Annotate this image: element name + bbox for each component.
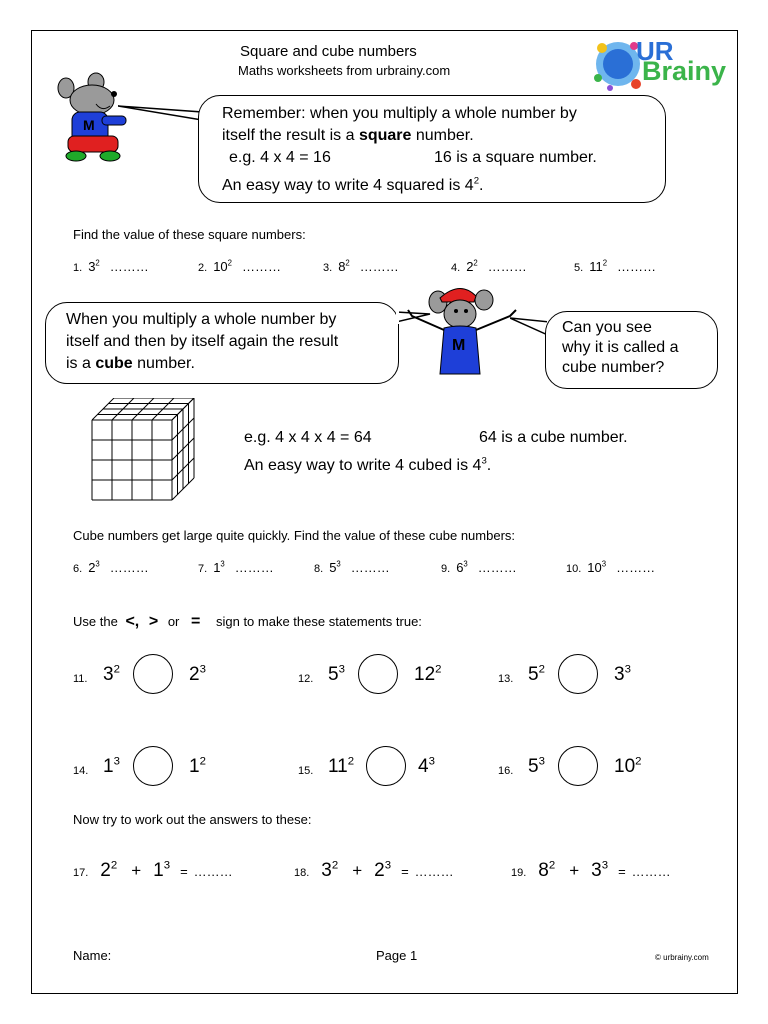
left-base: 11 (328, 756, 348, 777)
answer-circle[interactable] (558, 746, 598, 786)
mouse-character-2 (404, 282, 526, 382)
right-exponent: 3 (624, 663, 631, 676)
answer-blank: ……… (617, 259, 657, 274)
left-term (103, 664, 120, 686)
speech-bubble-question (545, 311, 718, 389)
question-number: 15. (298, 765, 314, 777)
right-exponent: 3 (428, 755, 435, 768)
plus-sign: + (569, 861, 580, 880)
left-base: 5 (328, 664, 339, 685)
cube-easy-way: An easy way to write 4 cubed is $4^3$. (244, 455, 492, 474)
bubble2-line1: When you multiply a whole number by (66, 311, 337, 328)
addition-item (511, 860, 671, 882)
answer-blank: ……… (234, 560, 274, 575)
answer-circle[interactable] (133, 746, 173, 786)
question-item (566, 560, 655, 575)
bubble1-example-note: 16 is a square number. (434, 149, 597, 166)
right-exponent: 2 (435, 663, 442, 676)
comparison-item (298, 654, 508, 698)
second-base: 3 (591, 860, 602, 881)
question-number: 13. (498, 673, 514, 685)
left-term (528, 756, 545, 778)
cube-grid-illustration (88, 398, 200, 504)
section4-instruction: Now try to work out the answers to these: (73, 812, 312, 827)
right-term (418, 756, 435, 778)
first-exponent: 2 (110, 859, 118, 872)
question-number: 9. (441, 563, 451, 575)
left-exponent: 3 (338, 663, 345, 676)
question-number: 17. (73, 867, 89, 879)
question-base: 8 (338, 259, 346, 274)
question-base: 3 (88, 259, 96, 274)
question-number: 10. (566, 563, 582, 575)
second-exponent: 3 (384, 859, 392, 872)
page-number: Page 1 (376, 948, 418, 963)
answer-circle[interactable] (133, 654, 173, 694)
cube-example: e.g. 4 x 4 x 4 = 64 (244, 429, 372, 446)
first-exponent: 2 (548, 859, 556, 872)
worksheet-subtitle: Maths worksheets from urbrainy.com (238, 63, 451, 78)
question-exponent: 2 (602, 258, 608, 268)
left-exponent: 2 (538, 663, 545, 676)
question-number: 4. (451, 262, 461, 274)
question-base: 2 (88, 560, 96, 575)
left-term (103, 756, 120, 778)
question-item (198, 259, 281, 274)
left-term (528, 664, 545, 686)
bubble2-line3: is a cube number. (66, 355, 195, 372)
answer-circle[interactable] (366, 746, 406, 786)
first-base: 3 (321, 860, 332, 881)
question-item (441, 560, 517, 575)
question-number: 11. (73, 673, 88, 685)
answer-blank: ……… (631, 864, 671, 879)
left-base: 5 (528, 664, 539, 685)
comparison-item (498, 746, 708, 790)
comparison-item (73, 654, 283, 698)
answer-circle[interactable] (558, 654, 598, 694)
section2-instruction: Cube numbers get large quite quickly. Find the value of these cube numbers: (73, 528, 516, 543)
question-base: 5 (329, 560, 337, 575)
bubble3-line3: cube number? (562, 359, 665, 376)
answer-blank: ……… (414, 864, 454, 879)
left-base: 3 (103, 664, 114, 685)
question-number: 6. (73, 563, 83, 575)
bubble1-example: e.g. 4 x 4 = 16 (229, 149, 331, 166)
first-exponent: 2 (331, 859, 339, 872)
right-exponent: 2 (199, 755, 206, 768)
question-number: 18. (294, 867, 310, 879)
answer-blank: ……… (350, 560, 390, 575)
question-number: 16. (498, 765, 514, 777)
right-exponent: 2 (635, 755, 642, 768)
right-base: 4 (418, 756, 429, 777)
name-label: Name: (73, 948, 112, 963)
question-exponent: 2 (473, 258, 478, 268)
question-number: 7. (198, 563, 208, 575)
question-base: 10 (213, 259, 228, 274)
speech-bubble-tail-1 (118, 96, 208, 126)
bubble1-line1: Remember: when you multiply a whole number by (222, 105, 577, 122)
question-number: 2. (198, 262, 208, 274)
cube-example-note: 64 is a cube number. (479, 429, 628, 446)
left-exponent: 3 (538, 755, 545, 768)
right-term (189, 756, 206, 778)
comparison-item (298, 746, 508, 790)
answer-blank: ……… (109, 259, 149, 274)
speech-bubble-cube (45, 302, 399, 384)
question-exponent: 3 (601, 559, 607, 569)
second-exponent: 3 (601, 859, 609, 872)
answer-blank: ……… (487, 259, 527, 274)
answer-blank: ……… (242, 259, 281, 274)
section3-instruction: Use the <, > or = sign to make these statements true: (73, 613, 422, 630)
question-item (574, 259, 656, 274)
right-base: 10 (614, 756, 636, 777)
bubble1-line2: itself the result is a square number. (222, 127, 474, 144)
speech-bubble-square (198, 95, 666, 203)
question-item (73, 560, 149, 575)
question-exponent: 3 (336, 559, 341, 569)
left-term (328, 756, 354, 778)
question-item (323, 259, 399, 274)
question-base: 2 (466, 259, 474, 274)
answer-blank: ……… (359, 259, 399, 274)
left-base: 1 (103, 756, 114, 777)
logo-text-brainy: Brainy (642, 56, 727, 86)
question-exponent: 3 (220, 559, 225, 569)
first-base: 2 (100, 860, 111, 881)
question-exponent: 3 (463, 559, 468, 569)
left-base: 5 (528, 756, 539, 777)
bubble1-easy-way: An easy way to write 4 squared is $4^2$. (222, 175, 484, 194)
first-base: 8 (538, 860, 549, 881)
question-item (198, 560, 274, 575)
urbrainy-logo (588, 34, 738, 98)
answer-blank: ……… (193, 864, 233, 879)
equals-sign: = (180, 864, 188, 879)
question-number: 5. (574, 262, 584, 274)
right-base: 12 (414, 664, 436, 685)
question-exponent: 2 (95, 258, 100, 268)
question-number: 12. (298, 673, 314, 685)
right-exponent: 3 (199, 663, 206, 676)
right-base: 3 (614, 664, 625, 685)
question-number: 8. (314, 563, 324, 575)
question-number: 19. (511, 867, 527, 879)
question-exponent: 2 (345, 258, 350, 268)
section1-instruction: Find the value of these square numbers: (73, 227, 306, 242)
answer-circle[interactable] (358, 654, 398, 694)
answer-blank: ……… (616, 560, 656, 575)
question-base: 10 (587, 560, 602, 575)
right-term (414, 664, 441, 686)
mouse2-shirt-letter: M (452, 337, 466, 354)
addition-item (294, 860, 454, 882)
question-base: 11 (589, 259, 603, 274)
question-base: 6 (456, 560, 464, 575)
second-base: 2 (374, 860, 385, 881)
right-base: 2 (189, 664, 200, 685)
right-base: 1 (189, 756, 200, 777)
left-exponent: 3 (113, 755, 120, 768)
left-exponent: 2 (347, 755, 355, 768)
right-term (614, 756, 641, 778)
answer-blank: ……… (109, 560, 149, 575)
right-term (189, 664, 206, 686)
answer-blank: ……… (477, 560, 517, 575)
left-exponent: 2 (113, 663, 120, 676)
addition-item (73, 860, 233, 882)
worksheet-title: Square and cube numbers (240, 43, 417, 60)
logo-text-ur: UR (636, 36, 674, 66)
question-number: 3. (323, 262, 333, 274)
right-term (614, 664, 631, 686)
mouse1-shirt-letter: M (83, 117, 95, 133)
left-term (328, 664, 345, 686)
comparison-item (73, 746, 283, 790)
question-exponent: 3 (95, 559, 100, 569)
question-number: 1. (73, 262, 83, 274)
question-exponent: 2 (227, 258, 232, 268)
bubble3-line2: why it is called a (562, 339, 679, 356)
question-item (73, 259, 149, 274)
bubble2-line2: itself and then by itself again the result (66, 333, 339, 350)
equals-sign: = (401, 864, 409, 879)
question-number: 14. (73, 765, 89, 777)
plus-sign: + (131, 861, 142, 880)
second-base: 1 (153, 860, 164, 881)
comparison-item (498, 654, 708, 698)
question-item (451, 259, 527, 274)
plus-sign: + (352, 861, 363, 880)
question-base: 1 (213, 560, 221, 575)
copyright: © urbrainy.com (655, 953, 709, 962)
bubble3-line1: Can you see (562, 319, 652, 336)
equals-sign: = (618, 864, 626, 879)
question-item (314, 560, 390, 575)
second-exponent: 3 (163, 859, 171, 872)
